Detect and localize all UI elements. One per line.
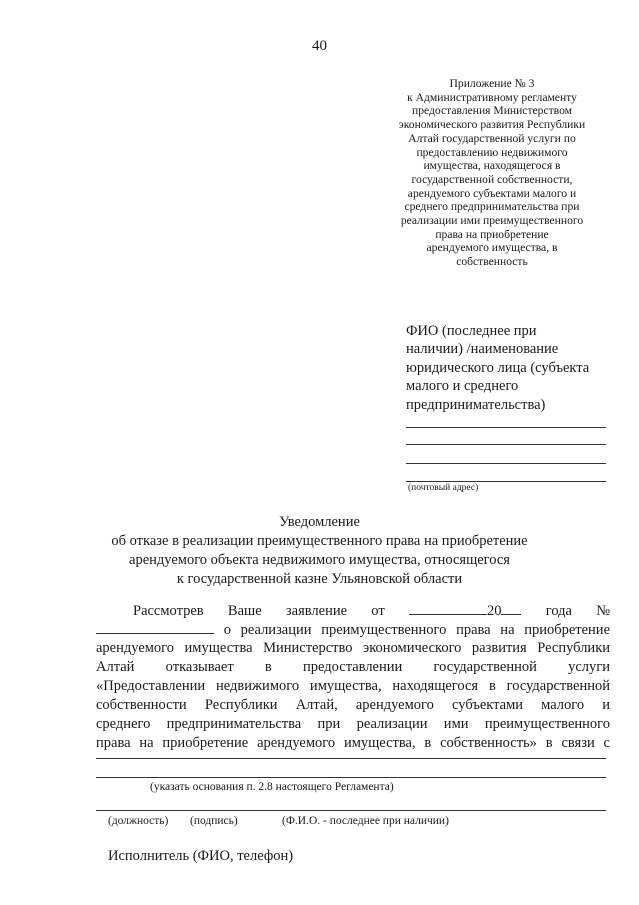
appendix-line: арендуемого имущества, в [426,241,558,255]
postal-address-caption: (почтовый адрес) [408,483,479,493]
notice-heading [0,513,639,589]
body-line: о реализации преимущественного права на приобретение [96,620,610,639]
appendix-line: экономического развития Республики [398,118,586,132]
appendix-line: предоставления Министерством [412,104,572,118]
recipient-line: юридического лица (субъекта [406,359,590,376]
appendix-line: собственность [456,255,528,269]
full-name-caption: (Ф.И.О. - последнее при наличии) [282,815,449,827]
appendix-header [378,77,606,269]
body-line: среднего предпринимательства при реализации ими преимущественного [96,716,610,732]
signature-caption: (подпись) [190,815,238,827]
appendix-line: государственной собственности, [411,172,573,186]
basis-field-line[interactable] [96,758,606,759]
appendix-line: реализации ими преимущественного [400,214,584,228]
recipient-block [406,322,611,414]
appendix-line: Алтай государственной услуги по [408,131,576,145]
body-line: Рассмотрев Ваше заявление от 20 года № [133,603,610,619]
basis-field-line[interactable] [96,777,606,778]
recipient-line: предпринимательства) [406,396,546,413]
appendix-line: предоставлению недвижимого [416,145,568,159]
recipient-blank-line [406,463,606,464]
recipient-line: наличии) /наименование [406,341,559,358]
appendix-line: к Административному регламенту [407,90,577,104]
application-number-field[interactable] [96,620,214,634]
appendix-line: среднего предпринимательства при [404,200,580,214]
body-line: арендуемого имущества Министерство экономического развития Республики [96,640,610,656]
notice-subtitle-line: об отказе в реализации преимущественного права на приобретение [111,533,528,549]
recipient-line: ФИО (последнее при [406,323,537,339]
basis-caption: (указать основания п. 2.8 настоящего Регламента) [150,781,394,793]
application-date-field[interactable]: 20 [409,603,522,619]
notice-title: Уведомление [279,514,360,530]
body-line: «Предоставлении недвижимого имущества, находящегося в государственной [96,678,610,694]
appendix-line: Приложение № 3 [449,77,535,90]
notice-subtitle-line: арендуемого объекта недвижимого имущества, относящегося [129,552,510,568]
position-caption: (должность) [108,815,169,827]
body-line: Алтай отказывает в предоставлении государственной услуги [96,659,610,675]
appendix-line: арендуемого субъектами малого и [407,186,577,200]
executor-line: Исполнитель (ФИО, телефон) [108,848,294,864]
notice-body [96,601,610,753]
postal-address-line [406,481,606,482]
body-line: права на приобретение арендуемого имущества, в собственность» в связи с [96,735,610,751]
recipient-blank-line [406,427,606,428]
body-line: собственности Республики Алтай, арендуемого субъектами малого и [96,697,610,713]
appendix-line: права на приобретение [435,227,549,241]
recipient-blank-line [406,444,606,445]
page-number: 40 [312,38,327,54]
recipient-line: малого и среднего [406,378,519,395]
notice-subtitle-line: к государственной казне Ульяновской области [176,571,463,587]
signature-field-line[interactable] [96,810,606,811]
appendix-line: имущества, находящегося в [423,159,561,173]
